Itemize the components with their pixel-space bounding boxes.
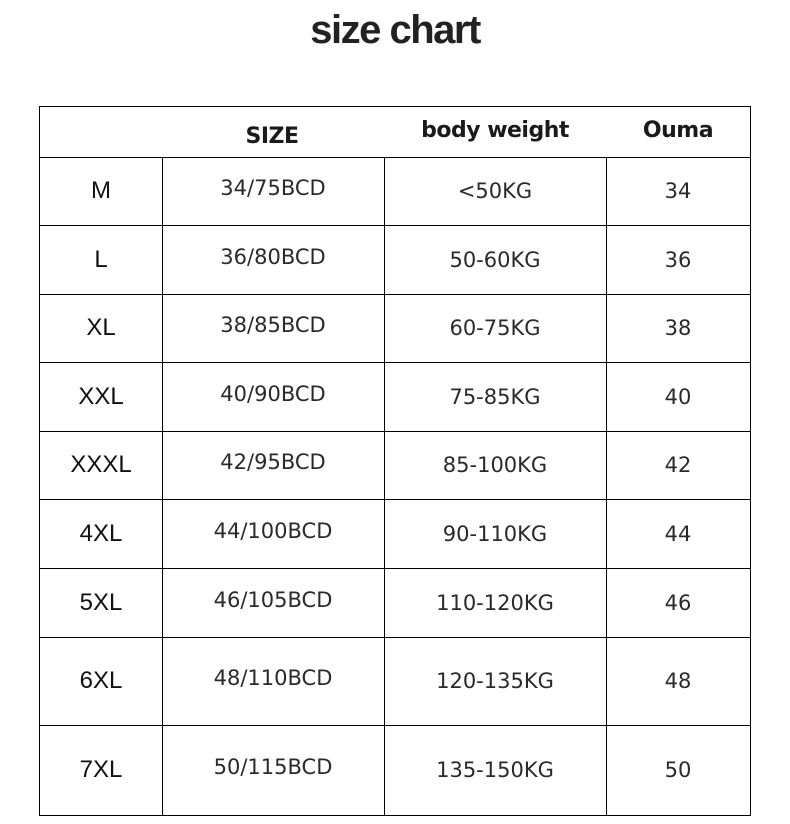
weight-cell: 50-60KG bbox=[449, 247, 541, 272]
weight-cell: 60-75KG bbox=[449, 316, 541, 340]
size-cell: 4XL bbox=[79, 519, 123, 547]
ouma-cell: 50 bbox=[664, 758, 692, 782]
header-body-weight: body weight bbox=[421, 117, 569, 143]
size-chart-table bbox=[39, 106, 751, 816]
bust-cell: 42/95BCD bbox=[220, 450, 326, 474]
ouma-cell: 48 bbox=[664, 669, 692, 693]
ouma-cell: 46 bbox=[664, 590, 692, 615]
ouma-cell: 38 bbox=[664, 316, 692, 340]
bust-cell: 36/80BCD bbox=[220, 244, 326, 269]
size-cell: 6XL bbox=[79, 667, 123, 694]
bust-cell: 44/100BCD bbox=[213, 518, 333, 543]
bust-cell: 50/115BCD bbox=[213, 755, 333, 779]
size-cell: XXXL bbox=[70, 451, 132, 478]
weight-cell: 110-120KG bbox=[436, 590, 554, 615]
bust-cell: 40/90BCD bbox=[220, 381, 326, 406]
weight-cell: <50KG bbox=[457, 179, 533, 203]
size-cell: L bbox=[94, 245, 108, 273]
header-size: SIZE bbox=[245, 123, 299, 149]
weight-cell: 85-100KG bbox=[442, 453, 548, 477]
weight-cell: 75-85KG bbox=[449, 384, 541, 409]
bust-cell: 38/85BCD bbox=[220, 313, 326, 337]
size-cell: XL bbox=[86, 314, 116, 341]
page-title: size chart bbox=[310, 8, 480, 52]
size-cell: 5XL bbox=[79, 588, 123, 616]
size-cell: XXL bbox=[78, 382, 124, 410]
weight-cell: 120-135KG bbox=[436, 669, 554, 693]
ouma-cell: 44 bbox=[664, 521, 692, 546]
ouma-cell: 34 bbox=[664, 179, 692, 203]
header-blank bbox=[40, 105, 162, 155]
weight-cell: 135-150KG bbox=[436, 758, 554, 782]
bust-cell: 34/75BCD bbox=[220, 176, 326, 200]
bust-cell: 48/110BCD bbox=[213, 666, 333, 690]
weight-cell: 90-110KG bbox=[442, 521, 548, 546]
bust-cell: 46/105BCD bbox=[213, 587, 333, 612]
header-ouma: Ouma bbox=[642, 117, 714, 143]
ouma-cell: 42 bbox=[664, 453, 692, 477]
size-cell: 7XL bbox=[79, 756, 123, 783]
ouma-cell: 36 bbox=[664, 247, 692, 272]
ouma-cell: 40 bbox=[664, 384, 692, 409]
size-cell: M bbox=[91, 177, 111, 204]
